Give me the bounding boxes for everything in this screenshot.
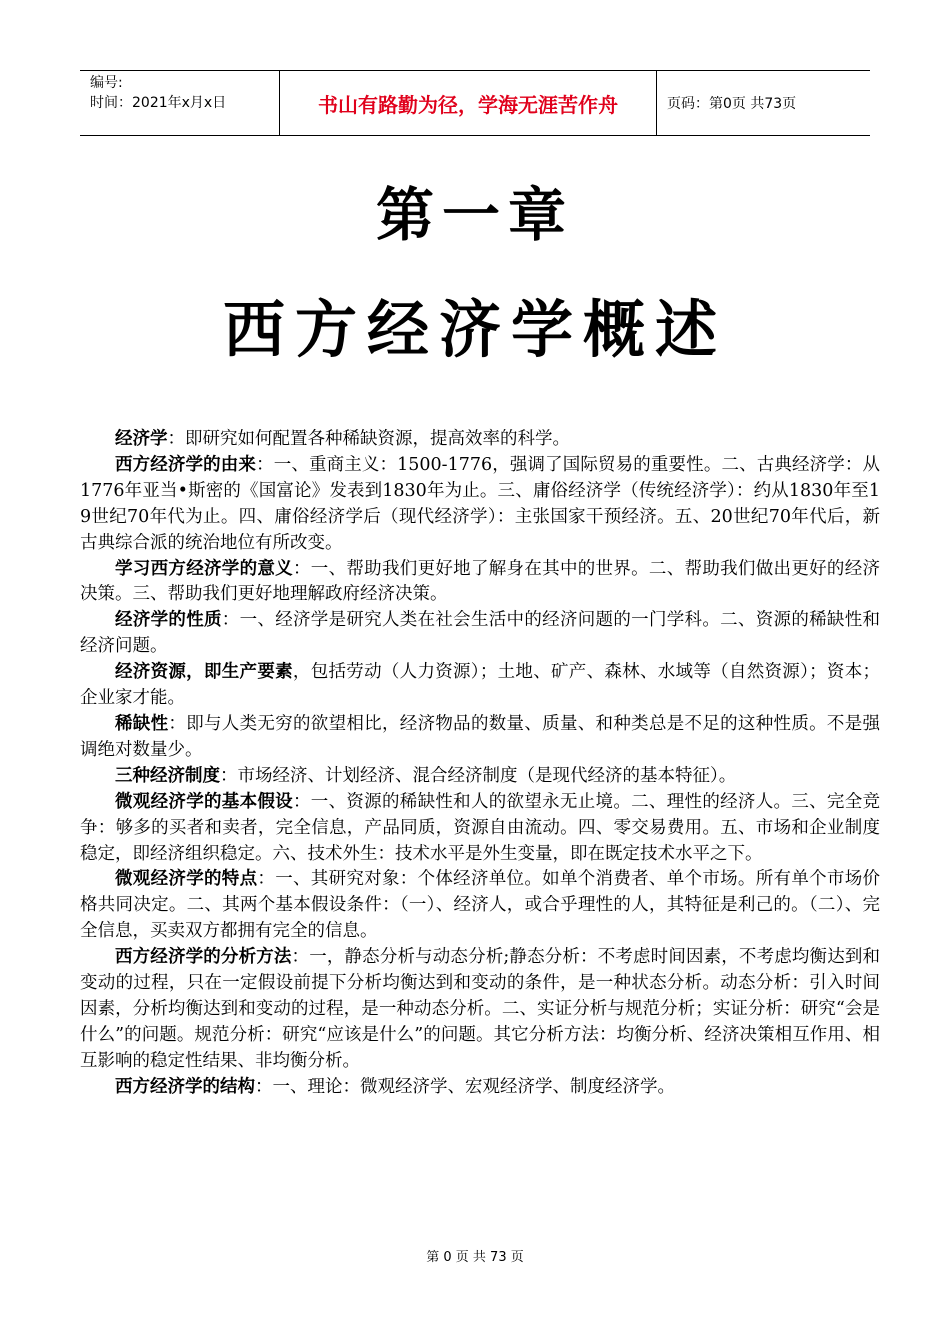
paragraph-term: 三种经济制度	[115, 765, 220, 786]
paragraph-term: 微观经济学的特点	[115, 869, 258, 890]
paragraph-text: ：市场经济、计划经济、混合经济制度（是现代经济的基本特征）。	[220, 765, 737, 786]
paragraph-term: 学习西方经济学的意义	[115, 558, 293, 579]
paragraph	[80, 427, 880, 453]
paragraph-text: ：一、重商主义：1500-1776，强调了国际贸易的重要性。二、古典经济学：从1776年亚当•斯密的《国富论》发表到1830年为止。三、庸俗经济学（传统经济学）：约从1830年至19世纪70年代为止。四、庸俗经济学后（现代经济学）：主张国家干预经济。五、20世纪70年代后，新古典综合派的统治地位有所改变。	[80, 454, 881, 553]
page-footer: 第 0 页 共 73 页	[426, 1250, 524, 1265]
paragraph-term: 经济资源，即生产要素	[115, 662, 293, 683]
paragraph-text: ：一，静态分析与动态分析;静态分析：不考虑时间因素，不考虑均衡达到和变动的过程，只在一定假设前提下分析均衡达到和变动的条件，是一种状态分析。动态分析：引入时间因素，分析均衡达到和变动的过程，是一种动态分析。二、实证分析与规范分析；实证分析：研究“会是什么”的问题。规范分析：研究“应该是什么”的问题。其它分析方法：均衡分析、经济决策相互作用、相互影响的稳定性结果、非均衡分析。	[80, 947, 881, 1071]
paragraph	[80, 712, 880, 764]
paragraph-term: 西方经济学的结构	[115, 1076, 255, 1097]
paragraph-term: 西方经济学的分析方法	[115, 947, 292, 968]
paragraph-term: 稀缺性	[115, 713, 169, 734]
paragraph	[80, 1075, 880, 1101]
paragraph	[80, 945, 880, 1075]
paragraph	[80, 867, 880, 945]
paragraph-text: ：一、其研究对象：个体经济单位。如单个消费者、单个市场。所有单个市场价格共同决定。二、其两个基本假设条件：（一）、经济人，或合乎理性的人，其特征是利己的。（二）、完全信息，买卖双方都拥有完全的信息。	[80, 869, 881, 942]
paragraph-term: 西方经济学的由来	[115, 454, 257, 475]
paragraph	[80, 790, 880, 868]
subject-title: 西方经济学概述	[222, 293, 727, 366]
paragraph-term: 经济学的性质	[115, 610, 222, 631]
paragraph-text: ：一、帮助我们更好地了解身在其中的世界。二、帮助我们做出更好的经济决策。三、帮助我们更好地理解政府经济决策。	[80, 558, 881, 605]
paragraph-text: ，包括劳动（人力资源）；土地、矿产、森林、水域等（自然资源）；资本；企业家才能。	[80, 662, 880, 709]
paragraph-text: ：一、资源的稀缺性和人的欲望永无止境。二、理性的经济人。三、完全竞争：够多的买者和卖者，完全信息，产品同质，资源自由流动。四、零交易费用。五、市场和企业制度稳定，即经济组织稳定。六、技术外生：技术水平是外生变量，即在既定技术水平之下。	[80, 791, 881, 864]
paragraph-term: 微观经济学的基本假设	[115, 791, 293, 812]
paragraph-text: ：一、理论：微观经济学、宏观经济学、制度经济学。	[255, 1076, 675, 1097]
paragraph	[80, 453, 880, 557]
number-label: 编号:	[90, 75, 123, 91]
paragraph	[80, 764, 880, 790]
paragraph-term: 经济学	[115, 429, 168, 449]
chapter-title: 第一章	[375, 181, 574, 249]
header-page-info: 页码：第0页 共73页	[667, 96, 797, 112]
header-meta	[80, 71, 280, 135]
header-motto: 书山有路勤为径，学海无涯苦作舟	[280, 71, 657, 135]
paragraph-text: ：即研究如何配置各种稀缺资源，提高效率的科学。	[167, 429, 570, 449]
paragraph	[80, 557, 880, 609]
body-content	[80, 427, 880, 1101]
paragraph	[80, 660, 880, 712]
page-header	[80, 70, 870, 136]
time-label: 时间：2021年x月x日	[90, 95, 227, 111]
paragraph-text: ：一、经济学是研究人类在社会生活中的经济问题的一门学科。二、资源的稀缺性和经济问题。	[80, 610, 881, 657]
paragraph-text: ：即与人类无穷的欲望相比，经济物品的数量、质量、和种类总是不足的这种性质。不是强调绝对数量少。	[80, 713, 881, 760]
paragraph	[80, 608, 880, 660]
